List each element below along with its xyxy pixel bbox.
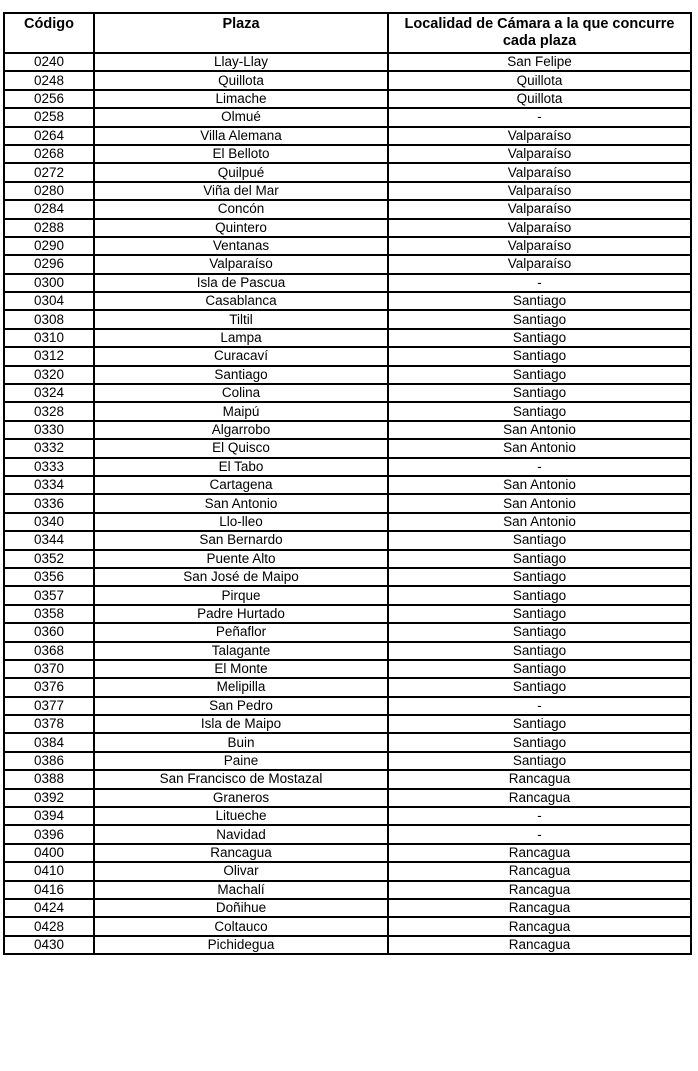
- table-row: [4, 402, 691, 420]
- localidad-cell: Valparaíso: [388, 182, 691, 200]
- table-row: [4, 789, 691, 807]
- code-cell: 0296: [4, 255, 94, 273]
- table-row: [4, 807, 691, 825]
- code-cell: 0356: [4, 568, 94, 586]
- code-cell: 0290: [4, 237, 94, 255]
- table-row: [4, 182, 691, 200]
- plaza-cell: San Bernardo: [94, 531, 388, 549]
- localidad-cell: Santiago: [388, 733, 691, 751]
- code-cell: 0370: [4, 660, 94, 678]
- table-row: [4, 660, 691, 678]
- plaza-cell: Ventanas: [94, 237, 388, 255]
- plaza-cell: Santiago: [94, 366, 388, 384]
- table-row: [4, 329, 691, 347]
- table-row: [4, 90, 691, 108]
- code-cell: 0320: [4, 366, 94, 384]
- plaza-cell: Quilpué: [94, 163, 388, 181]
- localidad-cell: Rancagua: [388, 936, 691, 954]
- plaza-cell: Quintero: [94, 219, 388, 237]
- code-cell: 0336: [4, 494, 94, 512]
- table-row: [4, 255, 691, 273]
- plaza-cell: Pichidegua: [94, 936, 388, 954]
- localidad-cell: Rancagua: [388, 770, 691, 788]
- localidad-cell: Santiago: [388, 292, 691, 310]
- table-row: [4, 219, 691, 237]
- plaza-cell: Buin: [94, 733, 388, 751]
- localidad-cell: Rancagua: [388, 862, 691, 880]
- localidad-cell: Santiago: [388, 329, 691, 347]
- localidad-cell: Rancagua: [388, 789, 691, 807]
- plaza-cell: Melipilla: [94, 678, 388, 696]
- code-cell: 0430: [4, 936, 94, 954]
- table-row: [4, 770, 691, 788]
- table-row: [4, 108, 691, 126]
- code-cell: 0334: [4, 476, 94, 494]
- table-row: [4, 623, 691, 641]
- plaza-cell: Litueche: [94, 807, 388, 825]
- localidad-cell: San Felipe: [388, 53, 691, 71]
- code-cell: 0424: [4, 899, 94, 917]
- localidad-cell: Valparaíso: [388, 219, 691, 237]
- plaza-cell: El Belloto: [94, 145, 388, 163]
- code-cell: 0386: [4, 752, 94, 770]
- localidad-cell: Rancagua: [388, 881, 691, 899]
- plaza-cell: Doñihue: [94, 899, 388, 917]
- plaza-cell: San Antonio: [94, 494, 388, 512]
- table-row: [4, 586, 691, 604]
- localidad-cell: Santiago: [388, 347, 691, 365]
- code-cell: 0332: [4, 439, 94, 457]
- plaza-cell: El Tabo: [94, 458, 388, 476]
- code-cell: 0312: [4, 347, 94, 365]
- plaza-cell: Padre Hurtado: [94, 605, 388, 623]
- table-row: [4, 715, 691, 733]
- table-row: [4, 145, 691, 163]
- localidad-cell: Valparaíso: [388, 237, 691, 255]
- plaza-cell: Casablanca: [94, 292, 388, 310]
- table-row: [4, 642, 691, 660]
- table-row: [4, 752, 691, 770]
- table-row: [4, 697, 691, 715]
- code-cell: 0258: [4, 108, 94, 126]
- localidad-cell: Santiago: [388, 366, 691, 384]
- localidad-cell: Rancagua: [388, 917, 691, 935]
- table-row: [4, 844, 691, 862]
- plaza-cell: Olivar: [94, 862, 388, 880]
- code-cell: 0300: [4, 274, 94, 292]
- table-row: [4, 421, 691, 439]
- localidad-cell: Santiago: [388, 678, 691, 696]
- plaza-cell: San José de Maipo: [94, 568, 388, 586]
- localidad-cell: San Antonio: [388, 513, 691, 531]
- plaza-cell: Llay-Llay: [94, 53, 388, 71]
- code-cell: 0284: [4, 200, 94, 218]
- plaza-cell: San Pedro: [94, 697, 388, 715]
- code-cell: 0272: [4, 163, 94, 181]
- table-row: [4, 568, 691, 586]
- table-row: [4, 899, 691, 917]
- plaza-cell: Colina: [94, 384, 388, 402]
- localidad-cell: Quillota: [388, 71, 691, 89]
- code-cell: 0384: [4, 733, 94, 751]
- plaza-cell: Pirque: [94, 586, 388, 604]
- plaza-cell: Concón: [94, 200, 388, 218]
- localidad-cell: Rancagua: [388, 844, 691, 862]
- code-cell: 0392: [4, 789, 94, 807]
- plaza-cell: Villa Alemana: [94, 127, 388, 145]
- table-row: [4, 237, 691, 255]
- plaza-cell: Limache: [94, 90, 388, 108]
- plaza-cell: El Quisco: [94, 439, 388, 457]
- localidad-cell: Santiago: [388, 642, 691, 660]
- code-cell: 0376: [4, 678, 94, 696]
- localidad-cell: -: [388, 697, 691, 715]
- table-row: [4, 384, 691, 402]
- code-cell: 0310: [4, 329, 94, 347]
- plaza-cell: Talagante: [94, 642, 388, 660]
- header-row: [4, 13, 691, 53]
- plaza-cell: Maipú: [94, 402, 388, 420]
- localidad-cell: -: [388, 458, 691, 476]
- header-localidad: Localidad de Cámara a la que concurre cada plaza: [388, 13, 691, 53]
- localidad-cell: -: [388, 108, 691, 126]
- plaza-cell: Rancagua: [94, 844, 388, 862]
- localidad-cell: -: [388, 825, 691, 843]
- localidad-cell: Santiago: [388, 310, 691, 328]
- localidad-cell: Valparaíso: [388, 255, 691, 273]
- code-cell: 0358: [4, 605, 94, 623]
- code-cell: 0352: [4, 550, 94, 568]
- table-row: [4, 531, 691, 549]
- code-cell: 0324: [4, 384, 94, 402]
- code-cell: 0394: [4, 807, 94, 825]
- plaza-cell: Puente Alto: [94, 550, 388, 568]
- plaza-cell: Viña del Mar: [94, 182, 388, 200]
- localidad-cell: Valparaíso: [388, 145, 691, 163]
- localidad-cell: -: [388, 274, 691, 292]
- localidad-cell: Santiago: [388, 531, 691, 549]
- plaza-cell: Olmué: [94, 108, 388, 126]
- plaza-cell: El Monte: [94, 660, 388, 678]
- table-row: [4, 678, 691, 696]
- localidad-cell: San Antonio: [388, 476, 691, 494]
- code-cell: 0340: [4, 513, 94, 531]
- code-cell: 0396: [4, 825, 94, 843]
- table-row: [4, 347, 691, 365]
- localidad-cell: Santiago: [388, 660, 691, 678]
- code-cell: 0268: [4, 145, 94, 163]
- table-row: [4, 53, 691, 71]
- plaza-cell: Isla de Pascua: [94, 274, 388, 292]
- plaza-cell: San Francisco de Mostazal: [94, 770, 388, 788]
- table-row: [4, 550, 691, 568]
- localidad-cell: San Antonio: [388, 439, 691, 457]
- plaza-cell: Curacaví: [94, 347, 388, 365]
- table-row: [4, 476, 691, 494]
- plaza-cell: Valparaíso: [94, 255, 388, 273]
- code-cell: 0388: [4, 770, 94, 788]
- localidad-cell: -: [388, 807, 691, 825]
- table-row: [4, 292, 691, 310]
- plaza-cell: Machalí: [94, 881, 388, 899]
- code-cell: 0378: [4, 715, 94, 733]
- table-row: [4, 494, 691, 512]
- code-cell: 0328: [4, 402, 94, 420]
- localidad-cell: Valparaíso: [388, 127, 691, 145]
- table-row: [4, 71, 691, 89]
- table-row: [4, 127, 691, 145]
- table-row: [4, 274, 691, 292]
- table-row: [4, 733, 691, 751]
- localidad-cell: San Antonio: [388, 494, 691, 512]
- localidad-cell: Valparaíso: [388, 200, 691, 218]
- code-cell: 0333: [4, 458, 94, 476]
- code-cell: 0377: [4, 697, 94, 715]
- code-cell: 0308: [4, 310, 94, 328]
- localidad-cell: Rancagua: [388, 899, 691, 917]
- plaza-cell: Coltauco: [94, 917, 388, 935]
- table-row: [4, 881, 691, 899]
- plaza-cell: Paine: [94, 752, 388, 770]
- localidad-cell: Santiago: [388, 623, 691, 641]
- code-cell: 0357: [4, 586, 94, 604]
- table-row: [4, 936, 691, 954]
- header-plaza: Plaza: [94, 13, 388, 53]
- plaza-cell: Lampa: [94, 329, 388, 347]
- code-cell: 0344: [4, 531, 94, 549]
- code-cell: 0288: [4, 219, 94, 237]
- code-cell: 0416: [4, 881, 94, 899]
- table-row: [4, 458, 691, 476]
- code-cell: 0400: [4, 844, 94, 862]
- localidad-cell: Santiago: [388, 586, 691, 604]
- table-row: [4, 310, 691, 328]
- localidad-cell: Santiago: [388, 568, 691, 586]
- table-row: [4, 605, 691, 623]
- localidad-cell: Santiago: [388, 384, 691, 402]
- code-cell: 0304: [4, 292, 94, 310]
- plaza-cell: Peñaflor: [94, 623, 388, 641]
- plaza-camara-table: [3, 12, 692, 955]
- code-cell: 0410: [4, 862, 94, 880]
- localidad-cell: Valparaíso: [388, 163, 691, 181]
- table-row: [4, 862, 691, 880]
- localidad-cell: Santiago: [388, 605, 691, 623]
- plaza-cell: Tiltil: [94, 310, 388, 328]
- table-row: [4, 825, 691, 843]
- code-cell: 0428: [4, 917, 94, 935]
- code-cell: 0240: [4, 53, 94, 71]
- code-cell: 0280: [4, 182, 94, 200]
- plaza-cell: Cartagena: [94, 476, 388, 494]
- table-row: [4, 366, 691, 384]
- plaza-cell: Llo-lleo: [94, 513, 388, 531]
- plaza-cell: Quillota: [94, 71, 388, 89]
- plaza-cell: Navidad: [94, 825, 388, 843]
- localidad-cell: Santiago: [388, 715, 691, 733]
- table-row: [4, 163, 691, 181]
- code-cell: 0368: [4, 642, 94, 660]
- code-cell: 0264: [4, 127, 94, 145]
- localidad-cell: San Antonio: [388, 421, 691, 439]
- localidad-cell: Quillota: [388, 90, 691, 108]
- localidad-cell: Santiago: [388, 402, 691, 420]
- code-cell: 0256: [4, 90, 94, 108]
- plaza-cell: Isla de Maipo: [94, 715, 388, 733]
- plaza-cell: Algarrobo: [94, 421, 388, 439]
- code-cell: 0360: [4, 623, 94, 641]
- plaza-cell: Graneros: [94, 789, 388, 807]
- table-row: [4, 513, 691, 531]
- header-codigo: Código: [4, 13, 94, 53]
- code-cell: 0248: [4, 71, 94, 89]
- table-row: [4, 917, 691, 935]
- localidad-cell: Santiago: [388, 752, 691, 770]
- localidad-cell: Santiago: [388, 550, 691, 568]
- table-row: [4, 200, 691, 218]
- code-cell: 0330: [4, 421, 94, 439]
- table-row: [4, 439, 691, 457]
